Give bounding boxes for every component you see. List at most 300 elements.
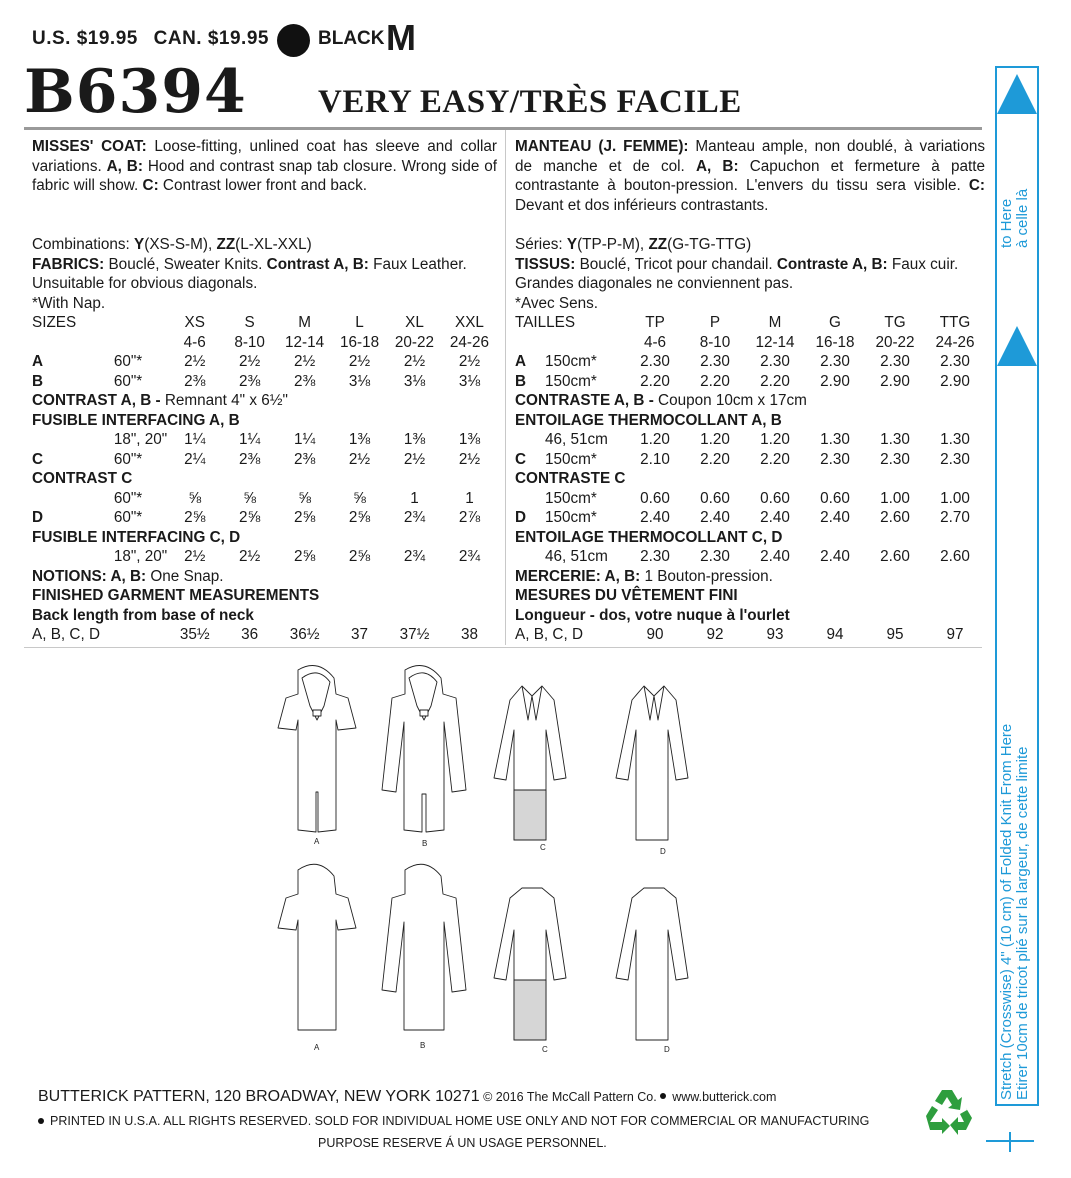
view-label: A bbox=[314, 837, 320, 846]
section-label-text: 1 Bouton-pression. bbox=[640, 567, 773, 585]
french-description bbox=[515, 137, 985, 235]
size-header: TP bbox=[645, 314, 665, 331]
amount-cell: 2.30 bbox=[820, 450, 850, 468]
amount-cell: 1¼ bbox=[184, 431, 206, 448]
size-number: 4-6 bbox=[643, 333, 667, 351]
view-cell: D bbox=[515, 509, 527, 526]
amount-cell: 3⅛ bbox=[348, 372, 371, 390]
size-number: 24-26 bbox=[449, 333, 490, 351]
amount-cell: 2½ bbox=[403, 353, 426, 370]
header-rule bbox=[24, 127, 982, 130]
english-yardage-table bbox=[32, 313, 497, 645]
amount-cell: 2¼ bbox=[184, 450, 206, 468]
view-cell: A, B, C, D bbox=[515, 626, 583, 643]
size-number: 8-10 bbox=[699, 333, 731, 351]
desc-ab-label: A, B: bbox=[106, 157, 143, 175]
table-row bbox=[515, 450, 985, 470]
amount-cell: 1.20 bbox=[700, 431, 730, 448]
amount-cell: 2½ bbox=[239, 353, 261, 370]
amount-cell: 2.60 bbox=[880, 548, 910, 565]
nap-note: *Avec Sens. bbox=[515, 294, 599, 312]
amount-cell: 2.90 bbox=[820, 372, 850, 390]
amount-cell: 2½ bbox=[458, 353, 481, 370]
size-number: 20-22 bbox=[875, 333, 915, 351]
view-cell: D bbox=[32, 509, 44, 526]
fabrics-text: Bouclé, Sweater Knits. bbox=[104, 255, 267, 273]
section-rule bbox=[24, 647, 982, 648]
width-cell: 60"* bbox=[113, 489, 143, 507]
view-c-back bbox=[494, 888, 566, 1040]
nap-note: *With Nap. bbox=[32, 294, 106, 312]
section-label: MESURES DU VÊTEMENT FINI bbox=[515, 587, 738, 604]
view-cell: B bbox=[515, 372, 527, 390]
section-label: ENTOILAGE THERMOCOLLANT C, D bbox=[515, 528, 783, 546]
amount-cell: 2.30 bbox=[700, 353, 730, 370]
amount-cell: 1.30 bbox=[940, 431, 970, 448]
width-cell: 150cm* bbox=[545, 509, 597, 526]
price-can: CAN. $19.95 bbox=[153, 28, 269, 49]
amount-cell: 1.20 bbox=[640, 431, 670, 448]
view-cell: B bbox=[32, 372, 44, 390]
section-label-bold: MERCERIE: A, B: bbox=[515, 567, 641, 585]
price-line bbox=[32, 28, 279, 50]
amount-cell: 1¼ bbox=[293, 431, 316, 448]
fabrics-text: Bouclé, Tricot pour chandail. bbox=[575, 255, 777, 273]
amount-cell: 1 bbox=[465, 489, 474, 507]
company-address: BUTTERICK PATTERN, 120 BROADWAY, NEW YORK 10271 bbox=[38, 1088, 480, 1105]
bullet-icon bbox=[38, 1118, 44, 1124]
table-row bbox=[515, 547, 985, 567]
amount-cell: 2⅜ bbox=[184, 372, 206, 390]
fabrics-contrast-label: Contraste A, B: bbox=[776, 255, 888, 273]
amount-cell: 2.40 bbox=[820, 509, 850, 526]
spacer bbox=[515, 333, 625, 353]
french-column bbox=[515, 137, 985, 645]
amount-cell: 0.60 bbox=[820, 489, 850, 507]
view-d-front bbox=[616, 686, 688, 840]
bullet-icon bbox=[660, 1093, 666, 1099]
amount-cell: 2½ bbox=[403, 450, 426, 468]
arrow-up-icon bbox=[997, 74, 1037, 114]
width-cell: 60"* bbox=[113, 372, 143, 390]
amount-cell: 1.30 bbox=[820, 431, 850, 448]
garment-views bbox=[270, 660, 720, 1060]
view-label: B bbox=[422, 839, 428, 848]
amount-cell: 2.30 bbox=[820, 353, 850, 370]
table-row bbox=[32, 333, 497, 353]
width-cell: 150cm* bbox=[545, 489, 597, 507]
amount-cell: 2.30 bbox=[880, 353, 910, 370]
amount-cell: 2.70 bbox=[940, 509, 970, 526]
comb-zz: ZZ bbox=[648, 236, 668, 253]
amount-cell: 2.20 bbox=[760, 450, 790, 468]
table-row bbox=[32, 411, 497, 431]
length-cell: 90 bbox=[646, 626, 664, 643]
size-header: XXL bbox=[455, 314, 484, 331]
size-header: TG bbox=[884, 314, 906, 331]
amount-cell: 2.90 bbox=[880, 372, 910, 390]
size-header: M bbox=[298, 314, 311, 331]
size-header: M bbox=[768, 314, 782, 331]
comb-zz-sizes: (L-XL-XXL) bbox=[235, 236, 312, 253]
view-cell bbox=[515, 430, 545, 450]
length-cell: 37½ bbox=[399, 626, 430, 643]
footer-address bbox=[38, 1088, 776, 1106]
fabrics bbox=[515, 255, 985, 275]
desc-c-text: Devant et dos inférieurs contrastants. bbox=[515, 196, 769, 214]
recycle-icon bbox=[922, 1086, 976, 1138]
amount-cell: 2⅝ bbox=[293, 548, 316, 565]
fabrics-label: TISSUS: bbox=[515, 255, 576, 273]
sizes-label: TAILLES bbox=[515, 314, 576, 331]
view-cell: A bbox=[32, 353, 44, 370]
view-label: C bbox=[540, 843, 546, 852]
rights-text: PRINTED IN U.S.A. ALL RIGHTS RESERVED. SOLD FOR INDIVIDUAL HOME USE ONLY AND NOT FOR COMMERCIAL OR MANUFACTURING bbox=[50, 1114, 870, 1128]
table-row bbox=[32, 567, 497, 587]
width-cell: 150cm* bbox=[545, 450, 597, 468]
length-cell: 36½ bbox=[289, 626, 320, 643]
view-cell: C bbox=[32, 450, 44, 468]
view-cell bbox=[32, 547, 114, 567]
desc-text: Loose-fitting, unlined coat has sleeve and collar variations. bbox=[32, 138, 497, 175]
table-row bbox=[515, 333, 985, 353]
table-row bbox=[32, 372, 497, 392]
comb-y: Y bbox=[566, 236, 578, 253]
size-number: 12-14 bbox=[285, 333, 325, 351]
width-cell: 18", 20" bbox=[113, 431, 168, 448]
section-label-bold: CONTRAST A, B - bbox=[32, 392, 161, 409]
length-cell: 37 bbox=[351, 626, 369, 643]
amount-cell: 0.60 bbox=[640, 489, 670, 507]
to-here-fr: à celle là bbox=[1014, 188, 1031, 248]
english-column bbox=[32, 137, 497, 645]
view-cell bbox=[32, 489, 114, 509]
section-label: ENTOILAGE THERMOCOLLANT A, B bbox=[515, 411, 782, 429]
table-row bbox=[32, 489, 497, 509]
section-label: FINISHED GARMENT MEASUREMENTS bbox=[32, 587, 320, 604]
fabrics-contrast-text: Faux Leather. bbox=[368, 255, 467, 273]
unsuitable: Grandes diagonales ne conviennent pas. bbox=[515, 275, 794, 292]
table-row bbox=[515, 391, 985, 411]
amount-cell: 2½ bbox=[348, 450, 371, 468]
amount-cell: 2.30 bbox=[940, 450, 970, 468]
view-cell: A, B, C, D bbox=[32, 626, 100, 643]
size-code: M bbox=[386, 17, 416, 58]
width-cell: 150cm* bbox=[545, 353, 597, 370]
length-cell: 94 bbox=[826, 626, 844, 643]
view-label: D bbox=[664, 1045, 670, 1054]
column-divider bbox=[505, 130, 506, 645]
table-row bbox=[32, 508, 497, 528]
view-cell: C bbox=[515, 450, 527, 468]
amount-cell: 1⅜ bbox=[348, 431, 371, 448]
length-cell: 35½ bbox=[179, 626, 210, 643]
table-row bbox=[515, 313, 985, 333]
amount-cell: 2½ bbox=[293, 353, 316, 370]
amount-cell: 2½ bbox=[239, 548, 261, 565]
french-yardage-table bbox=[515, 313, 985, 645]
table-row bbox=[32, 352, 497, 372]
amount-cell: 3⅛ bbox=[403, 372, 426, 390]
width-cell: 18", 20" bbox=[113, 548, 168, 565]
table-row bbox=[515, 489, 985, 509]
table-row bbox=[515, 411, 985, 431]
section-label-text: One Snap. bbox=[146, 567, 224, 585]
table-row bbox=[32, 430, 497, 450]
amount-cell: 2¾ bbox=[403, 509, 426, 526]
amount-cell: ⅝ bbox=[188, 489, 202, 507]
english-description bbox=[32, 137, 497, 235]
width-cell: 60"* bbox=[113, 450, 143, 468]
amount-cell: 2.30 bbox=[880, 450, 910, 468]
amount-cell: 2⅜ bbox=[293, 450, 316, 468]
amount-cell: 2.30 bbox=[760, 353, 790, 370]
amount-cell: 3⅛ bbox=[458, 372, 481, 390]
size-number: 12-14 bbox=[755, 333, 795, 351]
amount-cell: 2.40 bbox=[700, 509, 730, 526]
table-row bbox=[515, 508, 985, 528]
length-cell: 92 bbox=[706, 626, 724, 643]
amount-cell: 2.20 bbox=[640, 372, 670, 390]
footer-rights-fr: PURPOSE RESERVE Á UN USAGE PERSONNEL. bbox=[318, 1136, 607, 1150]
table-row bbox=[32, 469, 497, 489]
size-header: P bbox=[709, 314, 721, 331]
unsuitable: Unsuitable for obvious diagonals. bbox=[32, 275, 258, 292]
size-header: S bbox=[244, 314, 255, 331]
amount-cell: 2¾ bbox=[458, 548, 481, 565]
amount-cell: 2.30 bbox=[940, 353, 970, 370]
view-a-back bbox=[278, 864, 356, 1030]
table-row bbox=[515, 430, 985, 450]
comb-y-sizes: (XS-S-M), bbox=[144, 236, 217, 253]
color-label: BLACK bbox=[318, 28, 385, 49]
desc-label: MISSES' COAT: bbox=[32, 138, 147, 155]
amount-cell: 2.60 bbox=[880, 509, 910, 526]
amount-cell: 2½ bbox=[458, 450, 481, 468]
length-cell: 95 bbox=[886, 626, 904, 643]
stretch-en: Stretch (Crosswise) 4" (10 cm) of Folded Knit From Here bbox=[998, 723, 1015, 1100]
table-row bbox=[515, 372, 985, 392]
size-number: 8-10 bbox=[234, 333, 265, 351]
difficulty-label: VERY EASY/TRÈS FACILE bbox=[318, 84, 742, 120]
amount-cell: 1⅜ bbox=[458, 431, 481, 448]
footer-rights bbox=[38, 1114, 869, 1128]
fabrics-contrast-text: Faux cuir. bbox=[887, 255, 959, 273]
combinations bbox=[515, 235, 985, 255]
section-label-bold: NOTIONS: A, B: bbox=[32, 567, 147, 585]
length-cell: 36 bbox=[241, 626, 259, 643]
amount-cell: 2.30 bbox=[640, 548, 670, 565]
copyright: © 2016 The McCall Pattern Co. bbox=[479, 1090, 661, 1104]
desc-c-label: C: bbox=[142, 177, 159, 194]
amount-cell: 2⅜ bbox=[293, 372, 316, 390]
gauge-stretch-text bbox=[999, 724, 1031, 1100]
amount-cell: 2⅞ bbox=[458, 509, 481, 526]
desc-c-text: Contrast lower front and back. bbox=[158, 177, 367, 194]
size-number: 16-18 bbox=[815, 333, 855, 351]
table-row bbox=[515, 606, 985, 626]
amount-cell: ⅝ bbox=[298, 489, 311, 507]
desc-label: MANTEAU (J. FEMME): bbox=[515, 138, 689, 155]
desc-text: Manteau ample, non doublé, à variations de manche et de col. bbox=[515, 138, 985, 175]
size-header: G bbox=[829, 314, 841, 331]
table-row bbox=[32, 547, 497, 567]
amount-cell: 2.60 bbox=[940, 548, 970, 565]
amount-cell: 2¾ bbox=[403, 548, 426, 565]
combinations bbox=[32, 235, 497, 255]
length-cell: 38 bbox=[460, 626, 478, 643]
size-header: XL bbox=[405, 314, 424, 331]
section-label-text: Coupon 10cm x 17cm bbox=[653, 392, 807, 409]
amount-cell: 2.40 bbox=[760, 509, 790, 526]
size-header: L bbox=[355, 314, 364, 331]
table-row bbox=[32, 450, 497, 470]
view-c-front bbox=[494, 686, 566, 840]
table-row bbox=[32, 528, 497, 548]
table-row bbox=[32, 313, 497, 333]
website-link[interactable]: www.butterick.com bbox=[672, 1090, 777, 1104]
table-row bbox=[515, 625, 985, 645]
amount-cell: 2⅜ bbox=[239, 372, 261, 390]
amount-cell: ⅝ bbox=[243, 489, 257, 507]
view-label: A bbox=[314, 1043, 320, 1052]
view-cell bbox=[515, 489, 545, 509]
stretch-gauge bbox=[995, 66, 1039, 1106]
amount-cell: 1.00 bbox=[940, 489, 970, 507]
width-cell: 60"* bbox=[113, 509, 143, 526]
width-cell: 46, 51cm bbox=[545, 431, 608, 448]
length-cell: 93 bbox=[766, 626, 784, 643]
pattern-number: B6394 bbox=[24, 57, 247, 127]
stretch-fr: Etirer 10cm de tricot plié sur la largeur, de cette limite bbox=[1014, 746, 1031, 1100]
amount-cell: 2⅝ bbox=[348, 509, 371, 526]
arrow-up-icon bbox=[997, 326, 1037, 366]
amount-cell: 2½ bbox=[348, 353, 371, 370]
view-b-front bbox=[382, 666, 466, 833]
size-number: 16-18 bbox=[339, 333, 380, 351]
section-label bbox=[515, 567, 985, 587]
section-label bbox=[32, 391, 497, 411]
section-label: FUSIBLE INTERFACING C, D bbox=[32, 528, 241, 546]
table-row bbox=[515, 469, 985, 489]
size-number: 20-22 bbox=[394, 333, 435, 351]
amount-cell: 1.00 bbox=[880, 489, 910, 507]
sizes-label: SIZES bbox=[32, 314, 77, 331]
section-label-bold: CONTRASTE A, B - bbox=[515, 392, 654, 409]
amount-cell: 2⅝ bbox=[184, 509, 206, 526]
size-header: XS bbox=[184, 314, 205, 331]
table-row bbox=[515, 586, 985, 606]
amount-cell: 2.20 bbox=[700, 372, 730, 390]
section-label: FUSIBLE INTERFACING A, B bbox=[32, 411, 240, 429]
amount-cell: 2⅝ bbox=[293, 509, 316, 526]
table-row bbox=[515, 528, 985, 548]
amount-cell: 2.90 bbox=[940, 372, 970, 390]
amount-cell: 2.20 bbox=[760, 372, 790, 390]
size-number: 24-26 bbox=[935, 333, 975, 351]
comb-zz: ZZ bbox=[216, 236, 236, 253]
amount-cell: ⅝ bbox=[353, 489, 366, 507]
amount-cell: 2.30 bbox=[640, 353, 670, 370]
amount-cell: 1.30 bbox=[880, 431, 910, 448]
width-cell: 150cm* bbox=[545, 372, 597, 390]
gauge-to-here bbox=[999, 189, 1031, 248]
comb-y: Y bbox=[134, 236, 145, 253]
table-row bbox=[32, 606, 497, 626]
amount-cell: 2.40 bbox=[820, 548, 850, 565]
view-label: D bbox=[660, 847, 666, 856]
amount-cell: 2½ bbox=[184, 353, 206, 370]
amount-cell: 2⅜ bbox=[239, 450, 261, 468]
table-row bbox=[515, 567, 985, 587]
fabrics-contrast-label: Contrast A, B: bbox=[266, 255, 369, 273]
desc-c-label: C: bbox=[968, 177, 985, 194]
table-row bbox=[32, 586, 497, 606]
view-cell bbox=[515, 547, 545, 567]
view-cell: A bbox=[515, 353, 527, 370]
fabrics-label: FABRICS: bbox=[32, 255, 105, 273]
amount-cell: 2.10 bbox=[640, 450, 670, 468]
technical-drawings bbox=[270, 660, 720, 1060]
comb-prefix: Combinations: bbox=[32, 236, 135, 253]
width-cell: 60"* bbox=[113, 353, 143, 370]
section-label: Longueur - dos, votre nuque à l'ourlet bbox=[515, 606, 790, 624]
view-b-back bbox=[382, 864, 466, 1030]
amount-cell: 2.40 bbox=[760, 548, 790, 565]
comb-zz-sizes: (G-TG-TTG) bbox=[667, 236, 752, 253]
to-here-en: to Here bbox=[998, 198, 1015, 248]
comb-prefix: Séries: bbox=[515, 236, 567, 253]
table-row bbox=[515, 352, 985, 372]
section-label: CONTRAST C bbox=[32, 470, 133, 487]
length-cell: 97 bbox=[946, 626, 964, 643]
desc-ab-text: Capuchon et fermeture à patte contrastante à bouton-pression. L'envers du tissu sera visible. bbox=[515, 157, 985, 194]
section-label-text: Remnant 4" x 6½" bbox=[160, 392, 288, 409]
amount-cell: 2.30 bbox=[700, 548, 730, 565]
desc-ab-label: A, B: bbox=[695, 157, 739, 175]
section-label: Back length from base of neck bbox=[32, 606, 254, 624]
section-label: CONTRASTE C bbox=[515, 470, 626, 487]
desc-ab-text: Hood and contrast snap tab closure. Wrong side of fabric will show. bbox=[32, 157, 497, 194]
amount-cell: 2½ bbox=[184, 548, 206, 565]
view-label: B bbox=[420, 1041, 426, 1050]
amount-cell: 2.20 bbox=[700, 450, 730, 468]
amount-cell: 0.60 bbox=[700, 489, 730, 507]
amount-cell: 0.60 bbox=[760, 489, 790, 507]
amount-cell: 1⅜ bbox=[403, 431, 426, 448]
size-header: TTG bbox=[939, 314, 971, 331]
amount-cell: 2.40 bbox=[640, 509, 670, 526]
size-number: 4-6 bbox=[183, 333, 206, 351]
view-a-front bbox=[278, 666, 356, 833]
table-row bbox=[32, 391, 497, 411]
section-label bbox=[515, 391, 985, 411]
amount-cell: 1.20 bbox=[760, 431, 790, 448]
amount-cell: 2⅝ bbox=[239, 509, 261, 526]
view-d-back bbox=[616, 888, 688, 1040]
table-row bbox=[32, 625, 497, 645]
width-cell: 46, 51cm bbox=[545, 548, 608, 565]
amount-cell: 1 bbox=[410, 489, 419, 507]
section-label bbox=[32, 567, 497, 587]
amount-cell: 1¼ bbox=[239, 431, 261, 448]
comb-y-sizes: (TP-P-M), bbox=[577, 236, 649, 253]
gauge-tick-vertical bbox=[1009, 1132, 1011, 1152]
amount-cell: 2⅝ bbox=[348, 548, 371, 565]
price-us: U.S. $19.95 bbox=[32, 28, 138, 49]
fabrics bbox=[32, 255, 497, 275]
view-cell bbox=[32, 430, 114, 450]
